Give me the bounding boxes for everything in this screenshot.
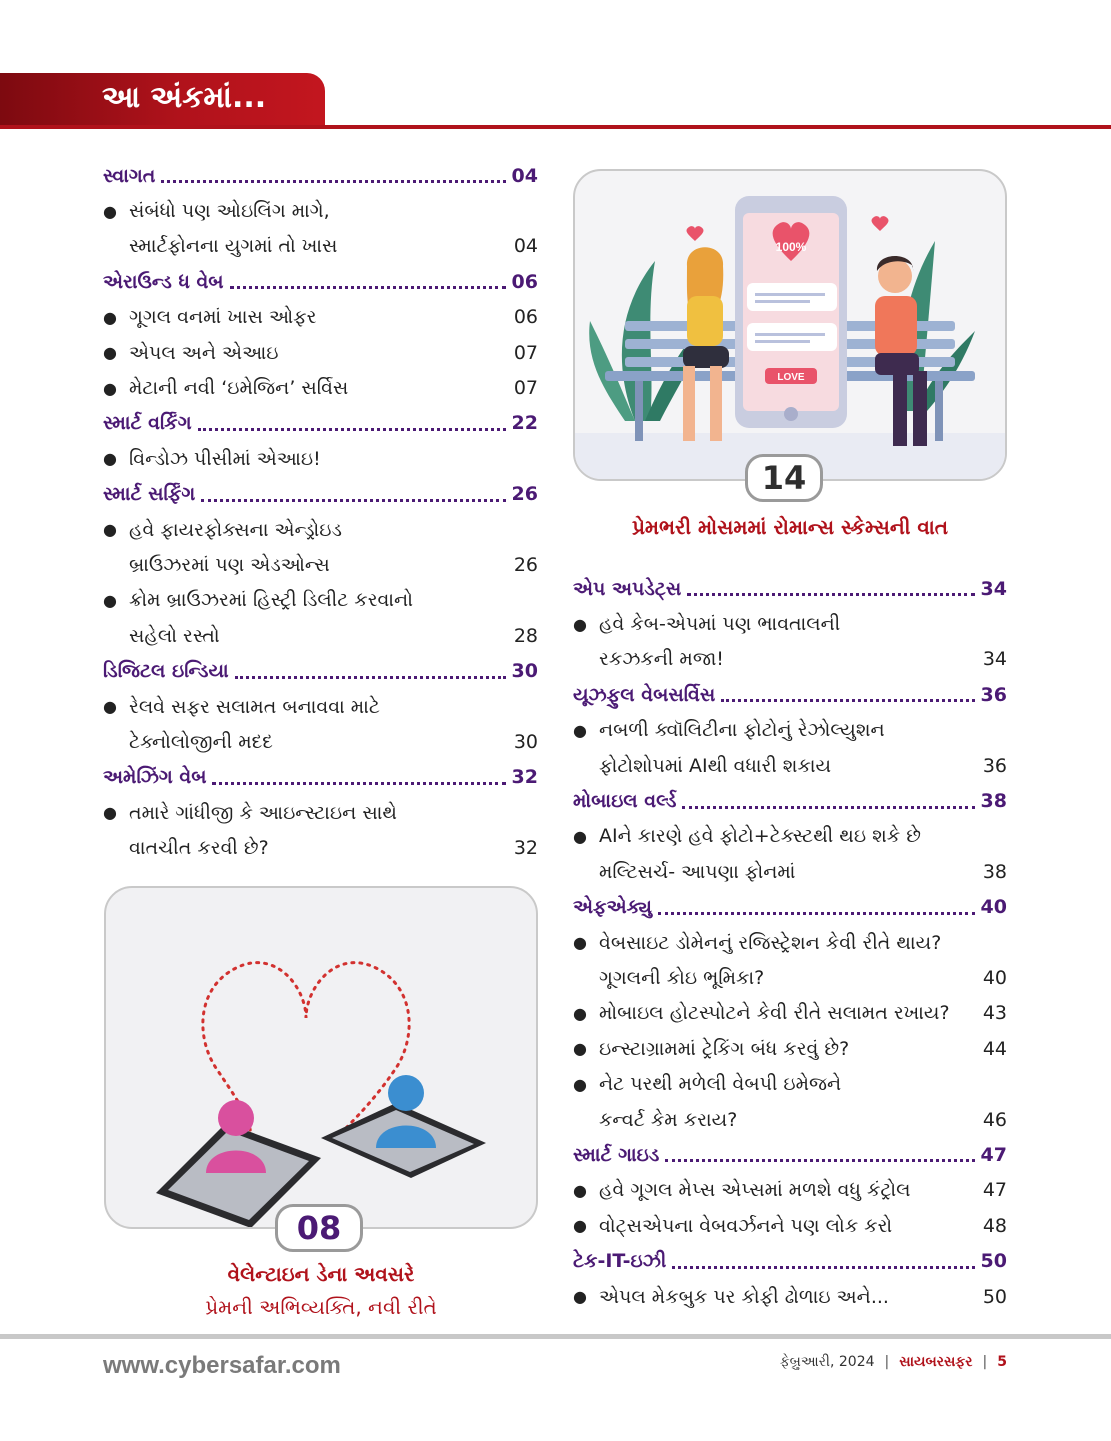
bullet-dot-icon: ● bbox=[103, 803, 117, 823]
phone-love-text: LOVE bbox=[777, 372, 805, 383]
toc-left-column bbox=[103, 158, 538, 866]
toc-section[interactable] bbox=[573, 677, 1007, 712]
toc-page-number: 30 bbox=[511, 660, 538, 683]
bullet-dot-icon: ● bbox=[103, 520, 117, 540]
toc-dot-leader bbox=[161, 180, 505, 183]
toc-section-title: એરાઉન્ડ ધ વેબ bbox=[103, 270, 224, 293]
toc-item-text: AIને કારણે હવે ફોટો+ટેક્સ્ટથી થઇ શકે છે bbox=[599, 825, 921, 848]
toc-item-text: કન્વર્ટ કેમ કરાય? bbox=[599, 1108, 738, 1131]
toc-item[interactable] bbox=[573, 925, 1007, 960]
valentine-illustration bbox=[104, 886, 538, 1229]
toc-page-number: 50 bbox=[980, 1250, 1007, 1273]
toc-item-text: સંબંધો પણ ઓઇલિંગ માગે, bbox=[129, 200, 330, 223]
toc-item[interactable] bbox=[103, 583, 538, 618]
toc-page-number: 44 bbox=[982, 1037, 1007, 1060]
feature-caption-valentine-line2[interactable]: પ્રેમની અભિવ્યક્તિ, નવી રીતે bbox=[205, 1295, 437, 1319]
toc-dot-leader bbox=[682, 806, 974, 809]
toc-item[interactable] bbox=[573, 819, 1007, 854]
toc-page-number: 28 bbox=[513, 624, 538, 647]
toc-page-number: 34 bbox=[982, 648, 1007, 671]
toc-page-number: 50 bbox=[982, 1285, 1007, 1308]
toc-item-text: એપલ મેકબુક પર કોફી ઢોળાઇ અને... bbox=[599, 1285, 889, 1308]
toc-section[interactable] bbox=[573, 1243, 1007, 1278]
toc-item[interactable] bbox=[103, 193, 538, 228]
toc-section[interactable] bbox=[573, 890, 1007, 925]
bullet-dot-icon: ● bbox=[573, 1074, 587, 1094]
toc-item-text: સહેલો રસ્તો bbox=[129, 624, 220, 647]
toc-dot-leader bbox=[198, 428, 506, 431]
footer-page-number: 5 bbox=[997, 1354, 1007, 1370]
phone-percent-text: 100% bbox=[775, 240, 807, 254]
toc-item[interactable] bbox=[573, 606, 1007, 641]
toc-item[interactable] bbox=[573, 996, 1007, 1031]
toc-page-number: 47 bbox=[982, 1179, 1007, 1202]
toc-item[interactable] bbox=[103, 689, 538, 724]
toc-item[interactable] bbox=[103, 512, 538, 547]
page-badge-08[interactable]: 08 bbox=[275, 1204, 363, 1252]
toc-item-continuation[interactable] bbox=[573, 854, 1007, 889]
toc-section-title: સ્વાગત bbox=[103, 164, 156, 187]
bullet-dot-icon: ● bbox=[573, 1039, 587, 1059]
toc-item[interactable] bbox=[573, 1208, 1007, 1243]
page-title: આ અંકમાં... bbox=[102, 80, 267, 115]
toc-section[interactable] bbox=[573, 571, 1007, 606]
toc-item-text: વેબસાઇટ ડોમેનનું રજિસ્ટ્રેશન કેવી રીતે થાય? bbox=[599, 931, 942, 954]
toc-page-number: 06 bbox=[511, 270, 538, 293]
feature-caption-romance-scams[interactable]: પ્રેમભરી મોસમમાં રોમાન્સ સ્કેમ્સની વાત bbox=[631, 515, 949, 539]
toc-section[interactable] bbox=[573, 783, 1007, 818]
bullet-dot-icon: ● bbox=[103, 307, 117, 327]
heart-icon bbox=[687, 226, 704, 241]
footer-separator: | bbox=[884, 1354, 890, 1370]
toc-item-text: રકઝકની મજા! bbox=[599, 648, 724, 671]
toc-section[interactable] bbox=[103, 406, 538, 441]
toc-item-continuation[interactable] bbox=[573, 960, 1007, 995]
bullet-dot-icon: ● bbox=[573, 720, 587, 740]
toc-item-text: નેટ પરથી મળેલી વેબપી ઇમેજને bbox=[599, 1073, 842, 1096]
toc-item-text: ઇન્સ્ટાગ્રામમાં ટ્રેકિંગ બંધ કરવું છે? bbox=[599, 1037, 850, 1060]
footer-rule bbox=[0, 1334, 1111, 1339]
toc-page-number: 46 bbox=[982, 1108, 1007, 1131]
toc-page-number: 26 bbox=[513, 553, 538, 576]
toc-page-number: 07 bbox=[513, 341, 538, 364]
toc-page-number: 40 bbox=[982, 966, 1007, 989]
footer-date: ફેબ્રુઆરી, 2024 bbox=[779, 1354, 875, 1370]
toc-item[interactable] bbox=[573, 1066, 1007, 1101]
toc-item[interactable] bbox=[573, 713, 1007, 748]
toc-right-column bbox=[573, 571, 1007, 1314]
bullet-dot-icon: ● bbox=[573, 826, 587, 846]
toc-section-title: સ્માર્ટ ગાઇડ bbox=[573, 1143, 660, 1166]
toc-item-text: હવે કેબ-એપમાં પણ ભાવતાલની bbox=[599, 613, 841, 636]
toc-item-text: મોબાઇલ હોટસ્પોટને કેવી રીતે સલામત રખાય? bbox=[599, 1002, 950, 1025]
toc-section[interactable] bbox=[103, 158, 538, 193]
toc-page-number: 34 bbox=[980, 577, 1007, 600]
toc-section-title: એપ અપડેટ્સ bbox=[573, 577, 682, 600]
toc-item-text: ગૂગલની કોઇ ભૂમિકા? bbox=[599, 966, 765, 989]
toc-dot-leader bbox=[721, 699, 974, 702]
toc-dot-leader bbox=[235, 676, 506, 679]
toc-item-text: વાતચીત કરવી છે? bbox=[129, 837, 269, 860]
toc-page-number: 32 bbox=[513, 837, 538, 860]
toc-section-title: મોબાઇલ વર્લ્ડ bbox=[573, 790, 677, 813]
romance-scam-illustration bbox=[573, 169, 1007, 481]
footer-separator: | bbox=[982, 1354, 988, 1370]
toc-page-number: 30 bbox=[513, 730, 538, 753]
toc-item-text: ફોટોશોપમાં AIથી વધારી શકાય bbox=[599, 754, 832, 777]
bullet-dot-icon: ● bbox=[103, 449, 117, 469]
bullet-dot-icon: ● bbox=[573, 1003, 587, 1023]
toc-page-number: 32 bbox=[511, 766, 538, 789]
toc-item[interactable] bbox=[573, 1031, 1007, 1066]
bullet-dot-icon: ● bbox=[103, 697, 117, 717]
bullet-dot-icon: ● bbox=[573, 614, 587, 634]
toc-item-text: ટેક્નોલોજીની મદદ bbox=[129, 730, 273, 753]
toc-page-number: 40 bbox=[980, 896, 1007, 919]
toc-dot-leader bbox=[672, 1266, 974, 1269]
bullet-dot-icon: ● bbox=[573, 1287, 587, 1306]
toc-item-continuation[interactable] bbox=[103, 618, 538, 653]
toc-item-text: મલ્ટિસર્ચ- આપણા ફોનમાં bbox=[599, 860, 796, 883]
toc-item[interactable] bbox=[103, 795, 538, 830]
toc-dot-leader bbox=[658, 912, 975, 915]
toc-page-number: 47 bbox=[980, 1143, 1007, 1166]
toc-page-number: 48 bbox=[982, 1214, 1007, 1237]
toc-page-number: 38 bbox=[982, 860, 1007, 883]
bullet-dot-icon: ● bbox=[573, 1216, 587, 1236]
toc-section-title: સ્માર્ટ વર્કિંગ bbox=[103, 412, 192, 435]
toc-item[interactable] bbox=[103, 300, 538, 335]
toc-page-number: 36 bbox=[980, 683, 1007, 706]
toc-dot-leader bbox=[212, 782, 505, 785]
toc-section[interactable] bbox=[103, 760, 538, 795]
toc-section-title: ડિજિટલ ઇન્ડિયા bbox=[103, 660, 229, 683]
toc-item[interactable] bbox=[103, 370, 538, 405]
toc-page-number: 36 bbox=[982, 754, 1007, 777]
toc-item-text: સ્માર્ટફોનના યુગમાં તો ખાસ bbox=[129, 235, 338, 258]
toc-item-text: રેલવે સફર સલામત બનાવવા માટે bbox=[129, 695, 380, 718]
toc-section[interactable] bbox=[103, 653, 538, 688]
toc-item-text: તમારે ગાંધીજી કે આઇન્સ્ટાઇન સાથે bbox=[129, 801, 397, 824]
toc-item[interactable] bbox=[103, 335, 538, 370]
toc-item-text: બ્રાઉઝરમાં પણ એડઓન્સ bbox=[129, 553, 330, 576]
toc-page-number: 07 bbox=[513, 377, 538, 400]
toc-item-continuation[interactable] bbox=[573, 642, 1007, 677]
toc-item-text: હવે ફાયરફોક્સના એન્ડ્રોઇડ bbox=[129, 518, 342, 541]
toc-page-number: 38 bbox=[980, 790, 1007, 813]
toc-item-continuation[interactable] bbox=[103, 830, 538, 865]
toc-item-text: એપલ અને એઆઇ bbox=[129, 341, 279, 364]
toc-item-text: હવે ગૂગલ મેપ્સ એપ્સમાં મળશે વધુ કંટ્રોલ bbox=[599, 1179, 911, 1202]
toc-section-title: યૂઝફુલ વેબસર્વિસ bbox=[573, 683, 716, 706]
toc-item-text: ક્રોમ બ્રાઉઝરમાં હિસ્ટ્રી ડિલીટ કરવાનો bbox=[129, 589, 413, 612]
bullet-dot-icon: ● bbox=[103, 343, 117, 363]
bullet-dot-icon: ● bbox=[103, 590, 117, 610]
toc-item-continuation[interactable] bbox=[573, 1102, 1007, 1137]
bullet-dot-icon: ● bbox=[573, 1180, 587, 1200]
toc-section-title: સ્માર્ટ સર્ફિંગ bbox=[103, 483, 196, 506]
toc-item-text: વિન્ડોઝ પીસીમાં એઆઇ! bbox=[129, 447, 321, 470]
toc-page-number: 43 bbox=[982, 1002, 1007, 1025]
toc-section-title: ટેક-IT-ઇઝી bbox=[573, 1250, 667, 1273]
bullet-dot-icon: ● bbox=[103, 378, 117, 398]
toc-item[interactable] bbox=[573, 1279, 1007, 1314]
toc-item-text: મેટાની નવી ‘ઇમેજિન’ સર્વિસ bbox=[129, 377, 349, 400]
toc-page-number: 26 bbox=[511, 483, 538, 506]
toc-page-number: 22 bbox=[511, 412, 538, 435]
toc-item-continuation[interactable] bbox=[103, 547, 538, 582]
toc-item[interactable] bbox=[573, 1173, 1007, 1208]
toc-dot-leader bbox=[230, 286, 506, 289]
header-rule bbox=[0, 125, 1111, 129]
toc-page-number: 06 bbox=[513, 306, 538, 329]
toc-page-number: 04 bbox=[513, 235, 538, 258]
page-badge-14[interactable]: 14 bbox=[745, 454, 823, 502]
toc-item-continuation[interactable] bbox=[103, 229, 538, 264]
toc-section[interactable] bbox=[103, 264, 538, 299]
toc-item-text: ગૂગલ વનમાં ખાસ ઓફર bbox=[129, 306, 317, 329]
toc-dot-leader bbox=[687, 593, 974, 596]
footer-issue-info bbox=[780, 1354, 1007, 1370]
toc-section-title: એફએક્યુ bbox=[573, 896, 652, 919]
toc-dot-leader bbox=[201, 499, 505, 502]
toc-page-number: 04 bbox=[511, 164, 538, 187]
toc-section[interactable] bbox=[103, 477, 538, 512]
footer-magazine-name: સાયબરસફર bbox=[899, 1354, 973, 1370]
footer-website-url[interactable]: www.cybersafar.com bbox=[103, 1352, 341, 1379]
heart-icon bbox=[872, 216, 889, 231]
toc-item-text: નબળી ક્વૉલિટીના ફોટોનું રેઝોલ્યુશન bbox=[599, 719, 885, 742]
bullet-dot-icon: ● bbox=[103, 201, 117, 221]
smartphone-icon bbox=[735, 196, 847, 428]
toc-item[interactable] bbox=[103, 441, 538, 476]
feature-caption-valentine-line1[interactable]: વેલેન્ટાઇન ડેના અવસરે bbox=[227, 1262, 415, 1286]
toc-item-continuation[interactable] bbox=[103, 724, 538, 759]
toc-item-continuation[interactable] bbox=[573, 748, 1007, 783]
toc-section[interactable] bbox=[573, 1137, 1007, 1172]
toc-item-text: વોટ્સએપના વેબવર્ઝનને પણ લોક કરો bbox=[599, 1214, 893, 1237]
bullet-dot-icon: ● bbox=[573, 933, 587, 953]
toc-section-title: અમેઝિંગ વેબ bbox=[103, 766, 207, 789]
toc-dot-leader bbox=[665, 1159, 974, 1162]
